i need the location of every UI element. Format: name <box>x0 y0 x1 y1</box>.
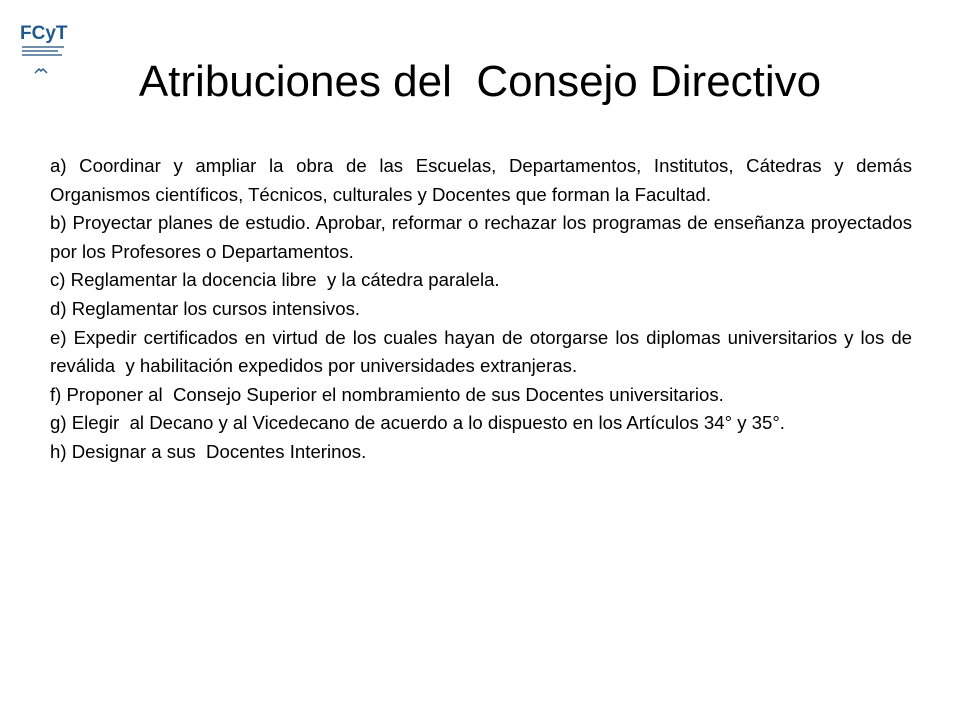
list-item-h: h) Designar a sus Docentes Interinos. <box>50 440 367 462</box>
list-item-f: f) Proponer al Consejo Superior el nombramiento de sus Docentes universitarios. <box>50 383 724 405</box>
list-item-g: g) Elegir al Decano y al Vicedecano de acuerdo a lo dispuesto en los Artículos 34° y 35°. <box>50 412 785 434</box>
slide-title: Atribuciones del Consejo Directivo <box>138 57 822 106</box>
list-item-a: a) Coordinar y ampliar la obra de las Escuelas, Departamentos, Institutos, Cátedras y demás Organismos científicos, Técnicos, culturales y Docentes que forman la Facultad. <box>50 155 918 205</box>
attributions-list <box>50 152 918 467</box>
list-item-b: b) Proyectar planes de estudio. Aprobar, reformar o rechazar los programas de enseñanza proyectados por los Profesores o Departamentos. <box>50 212 918 262</box>
list-item-e: e) Expedir certificados en virtud de los cuales hayan de otorgarse los diplomas universitarios y los de reválida y habilitación expedidos por universidades extranjeras. <box>50 326 918 377</box>
list-item-d: d) Reglamentar los cursos intensivos. <box>50 297 361 319</box>
logo-mark: FCyT <box>20 23 68 44</box>
list-item-c: c) Reglamentar la docencia libre y la cátedra paralela. <box>50 269 500 291</box>
